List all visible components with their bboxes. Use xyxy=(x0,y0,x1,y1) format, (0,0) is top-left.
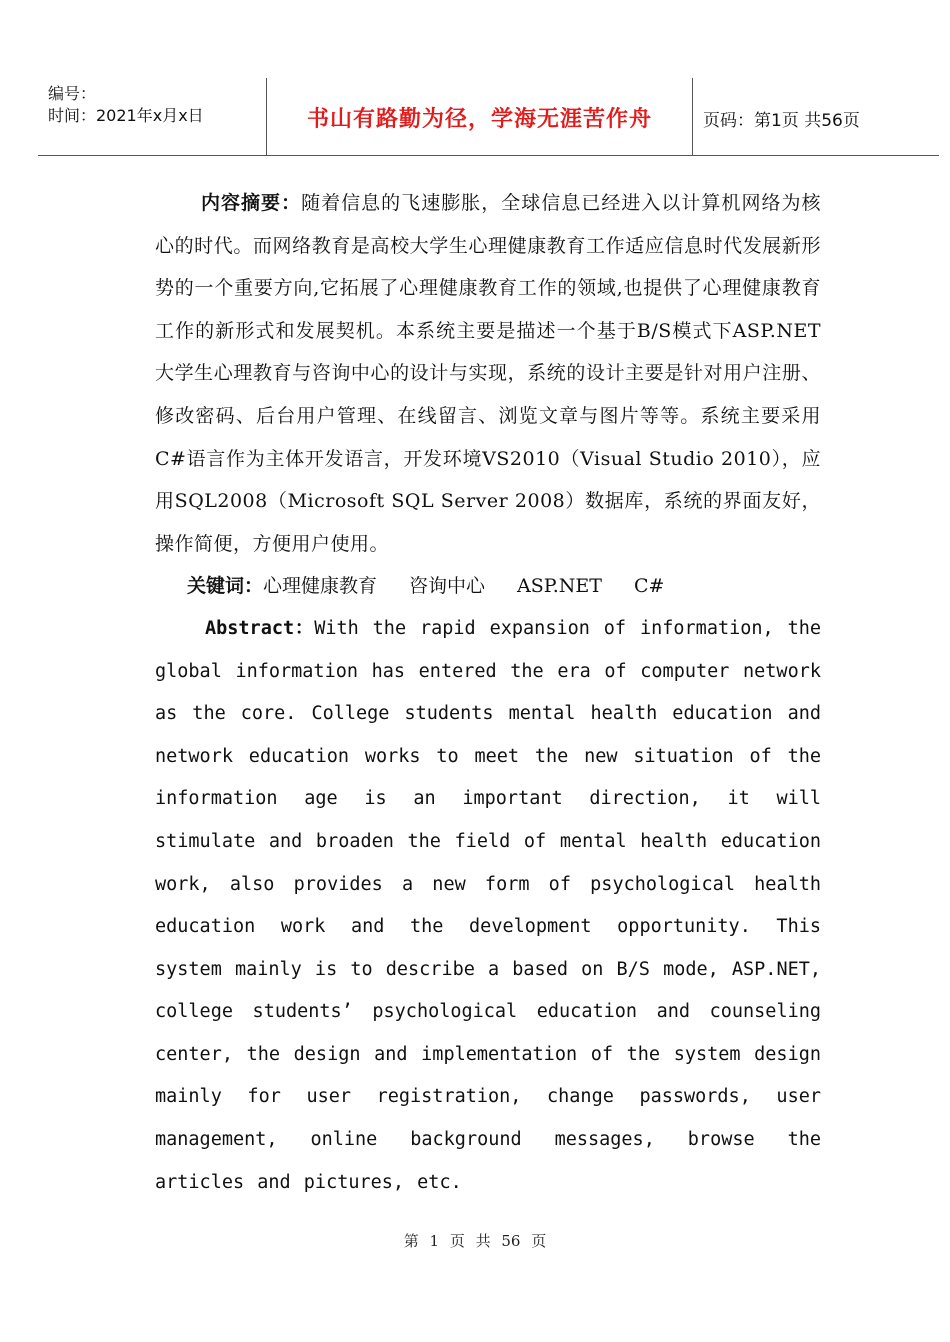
chinese-abstract-text: 随着信息的飞速膨胀，全球信息已经进入以计算机网络为核心的时代。而网络教育是高校大学生心理健康教育工作适应信息时代发展新形势的一个重要方向,它拓展了心理健康教育工作的领域,也提供了心理健康教育工作的新形式和发展契机。本系统主要是描述一个基于B/S模式下ASP.NET大学生心理教育与咨询中心的设计与实现，系统的设计主要是针对用户注册、修改密码、后台用户管理、在线留言、浏览文章与图片等等。系统主要采用C#语言作为主体开发语言，开发环境VS2010（Visual Studio 2010），应用SQL2008（Microsoft SQL Server 2008）数据库，系统的界面友好，操作简便，方便用户使用。 xyxy=(155,192,821,555)
page-header xyxy=(38,78,939,156)
keywords-label: 关键词： xyxy=(187,575,264,598)
header-divider xyxy=(692,78,693,155)
page-footer: 第 1 页 共 56 页 xyxy=(403,1232,547,1250)
document-body xyxy=(155,182,821,1204)
keyword: 心理健康教育 xyxy=(263,575,378,598)
keyword: C# xyxy=(633,575,665,598)
keyword: ASP.NET xyxy=(517,575,602,598)
chinese-abstract-label: 内容摘要： xyxy=(201,192,302,214)
keyword: 咨询中心 xyxy=(409,575,486,598)
header-motto: 书山有路勤为径，学海无涯苦作舟 xyxy=(306,107,652,132)
document-date: 时间：2021年x月x日 xyxy=(48,106,204,125)
english-abstract-label: Abstract： xyxy=(205,617,315,639)
english-abstract xyxy=(155,608,821,1204)
document-number-label: 编号： xyxy=(48,84,97,103)
keywords-line xyxy=(155,565,821,608)
english-abstract-text: With the rapid expansion of information, the global information has entered the era of computer network as the core. College students mental health education and network education works to meet the new situation of the information age is an important direction, it will stimulate and broaden the field of mental health education work, also provides a new form of psychological health education work and the development opportunity. This system mainly is to describe a based on B/S mode, ASP.NET, college students’ psychological education and counseling center, the design and implementation of the system design mainly for user registration, change passwords, user management, online background messages, browse the articles and pictures, etc. xyxy=(155,617,822,1193)
chinese-abstract xyxy=(155,182,821,565)
header-page-code: 页码：第1页 共56页 xyxy=(703,111,860,131)
